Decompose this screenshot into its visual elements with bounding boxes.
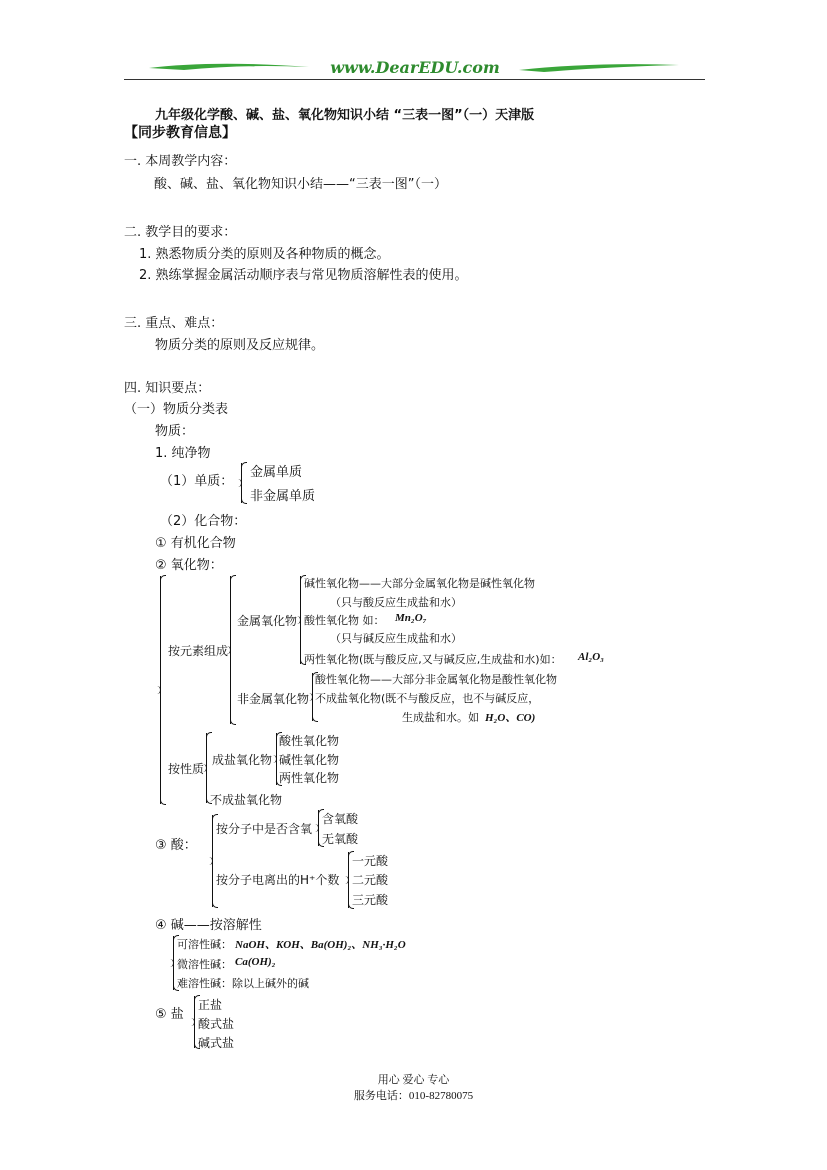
element-brace [241,463,242,503]
by-property-label: 按性质 [168,762,205,776]
oxide-big-brace [160,576,161,804]
section-tag: 【同步教育信息】 [124,125,236,141]
oxide-label: ② 氧化物： [155,558,223,573]
element-label: （1）单质： [160,474,234,489]
acid-h-item: 三元酸 [352,893,389,907]
nonmetal-oxide-brace [312,673,313,721]
salt-forming-item: 碱性氧化物 [279,753,340,767]
footer-line2: 服务电话：010-82780075 [353,1090,474,1102]
base-brace [173,936,174,990]
s3-text: 物质分类的原则及反应规律。 [155,338,325,353]
salt-item: 正盐 [198,998,223,1012]
salt-forming-brace [276,733,277,785]
header-rule [124,79,705,80]
formula-al2o3: Al₂O₃ [578,651,605,663]
acid-h-brace [348,852,349,908]
acid-oxygen-brace [318,810,319,846]
base-item-formula: NaOH、KOH、Ba(OH)₂、NH₃·H₂O [235,939,406,951]
formula-mn2o7: Mn₂O₇ [395,612,427,624]
acid-h-item: 一元酸 [352,854,389,868]
salt-forming-label: 成盐氧化物 [212,753,273,767]
s2-heading: 二. 教学目的要求： [124,225,237,240]
metal-oxide-label: 金属氧化物 [237,614,298,628]
by-element-brace [230,576,231,724]
metal-oxide-brace [300,576,301,664]
page-title: 九年级化学酸、碱、盐、氧化物知识小结 “三表一图”（一）天津版 [155,108,535,123]
s4-heading: 四. 知识要点： [124,381,211,396]
nonmetal-oxide-item: 酸性氧化物——大部分非金属氧化物是酸性氧化物 [315,673,557,686]
metal-oxide-item: 两性氧化物(既与酸反应,又与碱反应,生成盐和水)如： [304,653,562,666]
organic-label: ① 有机化合物 [155,536,236,551]
s3-heading: 三. 重点、难点： [124,316,224,331]
s1-text: 酸、碱、盐、氧化物知识小结——“三表一图”（一） [154,177,447,192]
s2-item: 2. 熟练掌握金属活动顺序表与常见物质溶解性表的使用。 [139,268,468,283]
salt-forming-item: 酸性氧化物 [279,734,340,748]
acid-brace [212,815,213,907]
salt-label: ⑤ 盐 [155,1007,184,1022]
s4-sub: （一）物质分类表 [124,402,229,417]
by-element-label: 按元素组成 [168,644,229,658]
element-item: 金属单质 [250,465,303,480]
base-item-label: 微溶性碱： [177,958,232,971]
formula-h2o-co: H₂O、CO) [485,712,536,724]
base-item-formula: Ca(OH)₂ [235,956,276,968]
nonmetal-oxide-label: 非金属氧化物 [237,692,310,706]
element-item: 非金属单质 [250,489,316,504]
by-property-brace [206,733,207,803]
acid-oxygen-item: 无氧酸 [322,832,359,846]
nonmetal-oxide-item: 生成盐和水。如 [402,711,479,724]
matter-label: 物质： [155,424,195,439]
metal-oxide-item: 碱性氧化物——大部分金属氧化物是碱性氧化物 [304,577,535,590]
metal-oxide-item: （只与碱反应生成盐和水） [330,632,462,645]
footer-line1: 用心 爱心 专心 [377,1074,450,1086]
base-item-label: 可溶性碱： [177,938,232,951]
logo-text: www.DearEDU.com [330,58,500,77]
salt-brace [194,996,195,1048]
acid-oxygen-item: 含氧酸 [322,812,359,826]
metal-oxide-item: 酸性氧化物 如： [304,614,385,627]
nonmetal-oxide-item: 不成盐氧化物(既不与酸反应，也不与碱反应， [315,692,540,705]
acid-label: ③ 酸： [155,838,197,853]
non-salt-label: 不成盐氧化物 [210,793,283,807]
base-label: ④ 碱——按溶解性 [155,918,262,933]
acid-h-item: 二元酸 [352,873,389,887]
pure-label: 1. 纯净物 [155,446,211,461]
base-item-label: 难溶性碱：除以上碱外的碱 [177,977,309,990]
acid-oxygen-label: 按分子中是否含氧 [216,822,313,836]
acid-h-label: 按分子电离出的H⁺个数 [216,873,340,887]
s1-heading: 一. 本周教学内容： [124,154,237,169]
salt-forming-item: 两性氧化物 [279,771,340,785]
s2-item: 1. 熟悉物质分类的原则及各种物质的概念。 [139,247,390,262]
metal-oxide-item: （只与酸反应生成盐和水） [330,596,462,609]
compound-label: （2）化合物： [160,514,247,529]
salt-item: 碱式盐 [198,1036,235,1050]
salt-item: 酸式盐 [198,1017,235,1031]
header-banner [124,58,705,80]
